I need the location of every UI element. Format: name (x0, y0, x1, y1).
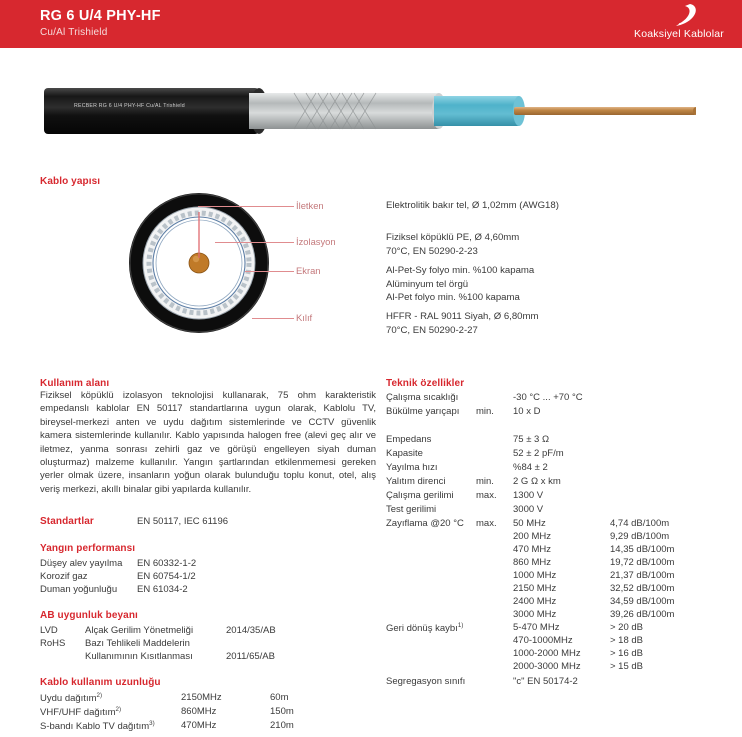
return-loss-row-2-freq: 1000-2000 MHz (513, 648, 581, 659)
tech-row-test-voltage-value: 3000 V (513, 504, 544, 515)
return-loss-row-0-value: > 20 dB (610, 622, 644, 633)
tech-row-bend-radius-value: 10 x D (513, 406, 541, 417)
tech-row-operating-voltage-value: 1300 V (513, 490, 544, 501)
return-loss-row-3-value: > 15 dB (610, 661, 644, 672)
segregation-label: Segregasyon sınıfı (386, 676, 466, 687)
cable-length-row-satellite-label: Uydu dağıtım (40, 693, 97, 705)
return-loss-row-1-freq: 470-1000MHz (513, 635, 573, 646)
attenuation-row-5-value: 32,52 dB/100m (610, 583, 675, 594)
cable-length-row-vhfuhf-length: 150m (270, 706, 294, 717)
callout-label-ekran: Ekran (296, 265, 321, 276)
spec-jacket (386, 310, 538, 337)
return-loss-sup: 1) (457, 622, 464, 629)
attenuation-label: Zayıflama @20 °C (386, 518, 464, 529)
cable-length-row-satellite-freq: 2150MHz (181, 692, 222, 703)
attenuation-row-3-freq: 860 MHz (513, 557, 552, 568)
standards-heading: Standartlar (40, 516, 94, 527)
attenuation-row-4-value: 21,37 dB/100m (610, 570, 675, 581)
return-loss-row-3-freq: 2000-3000 MHz (513, 661, 581, 672)
structure-heading: Kablo yapısı (40, 176, 101, 187)
tech-row-capacitance-label: Kapasite (386, 448, 423, 459)
spec-conductor (386, 199, 559, 213)
attenuation-row-0-freq: 50 MHz (513, 518, 546, 529)
attenuation-row-3-value: 19,72 dB/100m (610, 557, 675, 568)
conformity-row-rohs-code: RoHS (40, 638, 66, 649)
conformity-row-lvd-code: LVD (40, 625, 58, 636)
tech-row-bend-radius-label: Bükülme yarıçapı (386, 406, 460, 417)
recber-swirl-logo (666, 3, 700, 27)
attenuation-row-5-freq: 2150 MHz (513, 583, 557, 594)
standards-value: EN 50117, IEC 61196 (137, 516, 229, 527)
cable-length-row-vhfuhf-sup: 2) (115, 706, 122, 713)
cable-length-row-vhfuhf-label: VHF/UHF dağıtım (40, 707, 116, 719)
spec-insulation-line-2: 70°C, EN 50290-2-23 (386, 245, 478, 257)
product-title: RG 6 U/4 PHY-HF (40, 8, 161, 24)
attenuation-row-7-freq: 3000 MHz (513, 609, 557, 620)
spec-jacket-line-1: HFFR - RAL 9011 Siyah, Ø 6,80mm (386, 311, 539, 322)
cable-length-row-satellite-length: 60m (270, 692, 289, 703)
conformity-row-rohs-cont-value: 2011/65/AB (226, 651, 275, 662)
cable-cross-section-diagram (128, 192, 270, 334)
product-subtitle: Cu/Al Trishield (40, 27, 108, 38)
attenuation-row-4-freq: 1000 MHz (513, 570, 557, 581)
callout-label-izolasyon: İzolasyon (296, 236, 336, 247)
tech-row-test-voltage-label: Test gerilimi (386, 504, 437, 515)
fire-row-flame-label: Düşey alev yayılma (40, 558, 123, 569)
tech-row-operating-voltage-label: Çalışma gerilimi (386, 490, 454, 501)
return-loss-row-2-value: > 16 dB (610, 648, 644, 659)
cable-length-row-sband-sup: 3) (149, 720, 155, 727)
cable-length-row-vhfuhf-freq: 860MHz (181, 706, 217, 717)
brand-tagline: Koaksiyel Kablolar (634, 28, 724, 40)
tech-row-insulation-resistance-qual: min. (476, 476, 494, 487)
tech-row-velocity-label: Yayılma hızı (386, 462, 438, 473)
usage-heading: Kullanım alanı (40, 378, 110, 389)
attenuation-row-6-freq: 2400 MHz (513, 596, 557, 607)
attenuation-row-7-value: 39,26 dB/100m (610, 609, 675, 620)
tech-row-temperature-label: Çalışma sıcaklığı (386, 392, 459, 403)
attenuation-row-2-freq: 470 MHz (513, 544, 552, 555)
callout-line-izolasyon (215, 242, 294, 243)
spec-shield (386, 264, 534, 305)
fire-row-corrosive-value: EN 60754-1/2 (137, 571, 196, 582)
tech-row-capacitance-value: 52 ± 2 pF/m (513, 448, 564, 459)
spec-conductor-line-1: Elektrolitik bakır tel, Ø 1,02mm (AWG18) (386, 200, 559, 211)
page-header (0, 0, 742, 48)
conformity-row-rohs-cont-desc: Kullanımının Kısıtlanması (85, 651, 193, 662)
cable-length-row-sband-freq: 470MHz (181, 720, 217, 731)
fire-row-flame-value: EN 60332-1-2 (137, 558, 197, 569)
callout-label-iletken: İletken (296, 200, 324, 211)
fire-row-corrosive-label: Korozif gaz (40, 571, 88, 582)
tech-row-impedance-value: 75 ± 3 Ω (513, 434, 550, 445)
spec-shield-line-3: Al-Pet folyo min. %100 kapama (386, 292, 520, 303)
cable-print-text: RECBER RG 6 U/4 PHY-HF Cu/AL Trishield (74, 103, 185, 109)
spec-insulation (386, 231, 519, 258)
callout-line-kilif (252, 318, 294, 319)
spec-insulation-line-1: Fiziksel köpüklü PE, Ø 4,60mm (386, 232, 520, 243)
cable-photograph (44, 82, 696, 140)
cable-length-row-sband-length: 210m (270, 720, 294, 731)
conformity-row-lvd-desc: Alçak Gerilim Yönetmeliği (85, 625, 194, 636)
tech-row-bend-radius-qual: min. (476, 406, 494, 417)
attenuation-row-6-value: 34,59 dB/100m (610, 596, 675, 607)
tech-row-temperature-value: -30 °C ... +70 °C (513, 392, 583, 403)
tech-row-insulation-resistance-value: 2 G Ω x km (513, 476, 561, 487)
conformity-row-rohs-desc: Bazı Tehlikeli Maddelerin (85, 638, 190, 649)
tech-row-operating-voltage-qual: max. (476, 490, 497, 501)
cable-length-row-satellite-sup: 2) (96, 692, 103, 699)
conformity-heading: AB uygunluk beyanı (40, 610, 138, 621)
callout-line-ekran (245, 271, 294, 272)
return-loss-label: Geri dönüş kaybı (386, 623, 458, 635)
tech-row-velocity-value: %84 ± 2 (513, 462, 548, 473)
return-loss-row-0-freq: 5-470 MHz (513, 622, 560, 633)
segregation-value: "c" EN 50174-2 (513, 676, 578, 687)
callout-label-kilif: Kılıf (296, 312, 313, 323)
callout-line-iletken (198, 206, 294, 207)
fire-row-smoke-label: Duman yoğunluğu (40, 584, 118, 595)
attenuation-row-0-value: 4,74 dB/100m (610, 518, 670, 529)
attenuation-row-1-freq: 200 MHz (513, 531, 552, 542)
cable-length-heading: Kablo kullanım uzunluğu (40, 677, 161, 688)
fire-row-smoke-value: EN 61034-2 (137, 584, 188, 595)
usage-body-text: Fiziksel köpüklü izolasyon teknolojisi kullanarak, 75 ohm karakteristik empedanslı kablolar EN 50117 standartlarına uygun olarak, Kablolu TV, bireysel-merkezi anten ve uydu dağıtım sistemlerinde ve CCTV güvenlik kamera sistemlerinde kullanılır. Kablo yapısında halogen free (alevi geç alır ve iletmez, yanma sonrası zehirli gaz ve görüşü engelleyen siyah duman oluşturmaz) malzeme kullanılır. Yangın şartlarından etkilenmemesi gereken yerler olmak üzere, insanların yoğun olarak bulunduğu toplu konut, otel, alış veriş merkezi, akıllı binalar gibi yapılarda kullanılır. (40, 390, 376, 495)
tech-row-impedance-label: Empedans (386, 434, 432, 445)
fire-performance-heading: Yangın performansı (40, 543, 136, 554)
cable-length-row-sband-label: S-bandı Kablo TV dağıtım (40, 721, 150, 733)
conformity-row-lvd-value: 2014/35/AB (226, 625, 276, 636)
attenuation-row-1-value: 9,29 dB/100m (610, 531, 670, 542)
spec-jacket-line-2: 70°C, EN 50290-2-27 (386, 324, 478, 336)
technical-heading: Teknik özellikler (386, 378, 465, 389)
return-loss-row-1-value: > 18 dB (610, 635, 644, 646)
attenuation-row-2-value: 14,35 dB/100m (610, 544, 675, 555)
spec-shield-line-1: Al-Pet-Sy folyo min. %100 kapama (386, 265, 535, 276)
tech-row-insulation-resistance-label: Yalıtım direnci (386, 476, 446, 487)
spec-shield-line-2: Alüminyum tel örgü (386, 278, 469, 290)
attenuation-qual: max. (476, 518, 497, 529)
